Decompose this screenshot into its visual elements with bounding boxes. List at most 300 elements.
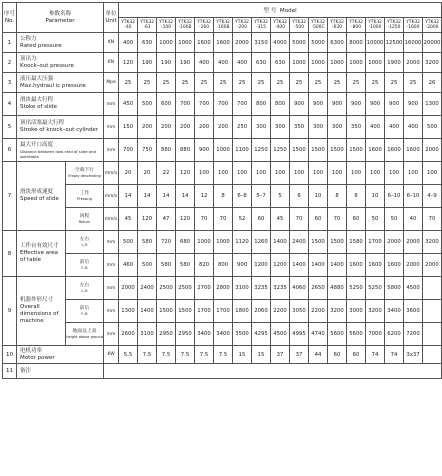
table-row — [3, 139, 442, 162]
model-column-header — [157, 18, 176, 33]
value-cell: 100 — [195, 162, 214, 185]
value-cell: 400 — [385, 116, 404, 139]
value-cell: 900 — [195, 139, 214, 162]
value-cell: 60 — [309, 208, 328, 231]
table-row — [3, 323, 442, 346]
model-series: YTK32 — [406, 19, 420, 25]
value-cell: 460 — [119, 254, 138, 277]
value-cell: 4500 — [404, 277, 423, 300]
value-cell: 630 — [252, 53, 271, 73]
table-row — [3, 93, 442, 116]
value-cell: 1300 — [119, 300, 138, 323]
parameter-name — [17, 231, 66, 277]
sub-parameter-en: L–R — [81, 242, 88, 247]
value-cell: 7200 — [404, 323, 423, 346]
value-cell: 3200 — [423, 231, 442, 254]
value-cell: 400 — [366, 116, 385, 139]
sub-parameter — [66, 300, 104, 323]
value-cell: 190 — [176, 53, 195, 73]
value-cell: 1600 — [385, 254, 404, 277]
value-cell: 900 — [309, 93, 328, 116]
value-cell: 3x37 — [404, 346, 423, 364]
unit-cell: KW — [104, 346, 119, 364]
value-cell: 10 — [309, 185, 328, 208]
value-cell: 100 — [309, 162, 328, 185]
parameter-name-en: Rated pressure — [20, 42, 62, 49]
value-cell: 1580 — [347, 231, 366, 254]
model-series: YTK32 — [425, 19, 439, 25]
value-cell: 1000 — [366, 53, 385, 73]
unit-cell: mm/s — [104, 185, 119, 208]
value-cell: 2000 — [404, 231, 423, 254]
value-cell: 70 — [328, 208, 347, 231]
value-cell: 630 — [138, 33, 157, 53]
value-cell: 25 — [347, 73, 366, 93]
value-cell: 1600 — [347, 254, 366, 277]
value-cell: 700 — [176, 93, 195, 116]
value-cell: 25 — [233, 73, 252, 93]
unit-cell: mm/s — [104, 162, 119, 185]
model-series: YTK32 — [140, 19, 154, 25]
value-cell: 20 — [138, 162, 157, 185]
value-cell: 1500 — [157, 300, 176, 323]
sub-parameter — [66, 254, 104, 277]
value-cell: 52 — [233, 208, 252, 231]
value-cell: 12 — [195, 185, 214, 208]
value-cell: 45 — [271, 208, 290, 231]
value-cell: 900 — [290, 93, 309, 116]
value-cell: 8 — [347, 185, 366, 208]
parameter-name-zh: 最大开口高度 — [20, 141, 54, 148]
value-cell: 25 — [157, 73, 176, 93]
value-cell: 1300 — [423, 93, 442, 116]
value-cell: 10 — [366, 185, 385, 208]
value-cell: 2000 — [404, 254, 423, 277]
value-cell: 25 — [138, 73, 157, 93]
value-cell: 350 — [347, 116, 366, 139]
value-cell: 1500 — [347, 139, 366, 162]
row-number: 6 — [3, 139, 17, 162]
model-series: YTK32 — [178, 19, 192, 25]
value-cell: 880 — [157, 139, 176, 162]
remarks-label: 备注 — [17, 364, 104, 379]
parameter-name-en: Stroke of knock–out cylinder — [20, 127, 99, 133]
value-cell: 1260 — [252, 231, 271, 254]
sub-parameter-en: L–R — [81, 288, 88, 293]
table-row — [3, 346, 442, 364]
value-cell: 580 — [176, 254, 195, 277]
value-cell — [423, 300, 442, 323]
value-cell: 26 — [423, 73, 442, 93]
value-cell: 120 — [119, 53, 138, 73]
value-cell: 1400 — [290, 254, 309, 277]
value-cell: 1500 — [309, 139, 328, 162]
sub-parameter-en: F–B — [81, 265, 88, 270]
sub-parameter-zh: 地面以上高 — [72, 329, 97, 335]
value-cell: 880 — [176, 139, 195, 162]
value-cell: 900 — [385, 93, 404, 116]
value-cell: 700 — [119, 139, 138, 162]
value-cell — [423, 323, 442, 346]
parameter-name — [17, 53, 104, 73]
model-column-header — [252, 18, 271, 33]
parameter-name — [17, 116, 104, 139]
remarks-content — [104, 364, 442, 379]
model-suffix: -1250 — [387, 25, 401, 30]
model-series: YTK32 — [330, 19, 344, 25]
row-number: 2 — [3, 53, 17, 73]
value-cell: 1100 — [233, 139, 252, 162]
value-cell: 5000 — [290, 33, 309, 53]
value-cell: 1700 — [366, 231, 385, 254]
value-cell: 1700 — [214, 300, 233, 323]
value-cell: 25 — [195, 73, 214, 93]
model-series: YTK32 — [311, 19, 325, 25]
value-cell: 5600 — [347, 323, 366, 346]
value-cell: 3500 — [233, 323, 252, 346]
value-cell: 7.5 — [157, 346, 176, 364]
value-cell: 5000 — [309, 33, 328, 53]
value-cell: 2500 — [157, 277, 176, 300]
value-cell: 1200 — [252, 254, 271, 277]
unit-cell: KN — [104, 53, 119, 73]
sub-parameter — [66, 185, 104, 208]
model-column-header — [385, 18, 404, 33]
value-cell: 2200 — [309, 300, 328, 323]
value-cell: 700 — [195, 93, 214, 116]
row-number: 9 — [3, 277, 17, 346]
model-suffix: -500C — [311, 25, 325, 30]
sub-parameter-zh: 工作 — [79, 191, 90, 197]
sub-parameter — [66, 208, 104, 231]
value-cell: 40 — [404, 208, 423, 231]
value-cell: 45 — [119, 208, 138, 231]
value-cell: 1000 — [214, 139, 233, 162]
value-cell: 3600 — [404, 300, 423, 323]
value-cell: 300 — [271, 116, 290, 139]
value-cell: 3235 — [271, 277, 290, 300]
row-number: 1 — [3, 33, 17, 53]
model-column-header — [423, 18, 442, 33]
row-number: 5 — [3, 116, 17, 139]
value-cell: 1000 — [347, 53, 366, 73]
value-cell: 680 — [176, 231, 195, 254]
table-row — [3, 300, 442, 323]
value-cell: 25 — [404, 73, 423, 93]
value-cell: 1500 — [328, 231, 347, 254]
value-cell: 6–10 — [404, 185, 423, 208]
header-unit-zh: 单位 — [105, 10, 117, 17]
value-cell: 200 — [138, 116, 157, 139]
header-parameter — [17, 3, 104, 33]
header-param-zh: 参数名称 — [48, 10, 72, 17]
sub-parameter-zh: 左右 — [79, 237, 90, 243]
sub-parameter — [66, 231, 104, 254]
model-series: YTK32 — [216, 19, 230, 25]
model-suffix: -200 — [237, 25, 247, 30]
value-cell: 1400 — [138, 300, 157, 323]
value-cell: 47 — [157, 208, 176, 231]
value-cell: 7.5 — [214, 346, 233, 364]
value-cell: 580 — [157, 254, 176, 277]
unit-cell: mm — [104, 254, 119, 277]
value-cell: 25 — [271, 73, 290, 93]
model-suffix: -100B — [178, 25, 192, 30]
value-cell: 20000 — [423, 33, 442, 53]
value-cell: 60 — [347, 346, 366, 364]
value-cell: 2600 — [119, 323, 138, 346]
value-cell: 70 — [290, 208, 309, 231]
unit-cell: mm — [104, 300, 119, 323]
model-suffix: -160 — [199, 25, 209, 30]
value-cell: 3400 — [385, 300, 404, 323]
value-cell: 4880 — [328, 277, 347, 300]
model-series: YTK32 — [121, 19, 135, 25]
value-cell: 5250 — [347, 277, 366, 300]
unit-cell: mm/s — [104, 208, 119, 231]
parameter-name-zh: 顶出力 — [20, 55, 37, 62]
value-cell: 2060 — [252, 300, 271, 323]
value-cell: 15 — [233, 346, 252, 364]
model-series: YTK32 — [292, 19, 306, 25]
value-cell: 4995 — [290, 323, 309, 346]
value-cell: 5.5 — [119, 346, 138, 364]
value-cell: 800 — [252, 93, 271, 116]
value-cell: 70 — [214, 208, 233, 231]
value-cell: 12500 — [385, 33, 404, 53]
model-column-header — [309, 18, 328, 33]
value-cell: 6300 — [328, 33, 347, 53]
model-suffix: -160B — [216, 25, 230, 30]
value-cell: 3000 — [347, 300, 366, 323]
parameter-name — [17, 277, 66, 346]
sub-parameter-en: Return — [78, 219, 91, 224]
model-column-header — [290, 18, 309, 33]
model-suffix: -100 — [161, 25, 171, 30]
model-series: YTK32 — [368, 19, 382, 25]
value-cell: 120 — [176, 162, 195, 185]
model-series: YTK32 — [235, 19, 249, 25]
value-cell: 25 — [290, 73, 309, 93]
value-cell: 1700 — [195, 300, 214, 323]
value-cell: 900 — [328, 93, 347, 116]
value-cell: 100 — [404, 162, 423, 185]
value-cell: 6–10 — [385, 185, 404, 208]
value-cell: 1600 — [385, 139, 404, 162]
value-cell: 6200 — [385, 323, 404, 346]
sub-parameter-en: F–B — [81, 311, 88, 316]
value-cell: 25 — [252, 73, 271, 93]
value-cell: 44 — [309, 346, 328, 364]
model-suffix: -500 — [294, 25, 304, 30]
value-cell: 300 — [309, 116, 328, 139]
value-cell: 8000 — [347, 33, 366, 53]
value-cell: 1500 — [176, 300, 195, 323]
value-cell: 1600 — [366, 139, 385, 162]
header-unit — [104, 3, 119, 33]
parameter-name — [17, 73, 104, 93]
value-cell: 60 — [328, 346, 347, 364]
parameter-name — [17, 93, 104, 116]
parameter-name — [17, 33, 104, 53]
value-cell: 3100 — [233, 277, 252, 300]
parameter-name-en: Max.hydraul ic pressure — [20, 82, 86, 89]
value-cell — [423, 346, 442, 364]
table-row — [3, 53, 442, 73]
value-cell: 14 — [157, 185, 176, 208]
unit-cell: mm — [104, 93, 119, 116]
value-cell: 2000 — [404, 53, 423, 73]
parameter-name — [17, 162, 66, 231]
value-cell: 22 — [157, 162, 176, 185]
parameter-name-zh: 机器外形尺寸 — [20, 297, 54, 303]
value-cell: 800 — [214, 254, 233, 277]
model-series: YTK32 — [349, 19, 363, 25]
value-cell: 1200 — [271, 254, 290, 277]
value-cell: 1600 — [404, 139, 423, 162]
value-cell: 4060 — [290, 277, 309, 300]
value-cell: 120 — [138, 208, 157, 231]
row-number: 3 — [3, 73, 17, 93]
value-cell: 800 — [271, 93, 290, 116]
parameter-name-zh: 公称力 — [20, 35, 37, 42]
model-suffix: -315 — [256, 25, 266, 30]
value-cell: 5250 — [366, 277, 385, 300]
value-cell: 400 — [214, 53, 233, 73]
parameter-name — [17, 139, 104, 162]
value-cell: 25 — [119, 73, 138, 93]
value-cell: 70 — [423, 208, 442, 231]
value-cell: 3200 — [328, 300, 347, 323]
model-column-header — [119, 18, 138, 33]
value-cell: 2400 — [290, 231, 309, 254]
sub-parameter — [66, 162, 104, 185]
model-suffix: -800 — [351, 25, 361, 30]
table-row — [3, 277, 442, 300]
unit-cell: KN — [104, 33, 119, 53]
model-suffix: -630 — [332, 25, 342, 30]
value-cell: 5800 — [385, 277, 404, 300]
value-cell: 1000 — [157, 33, 176, 53]
row-number: 11 — [3, 364, 17, 379]
value-cell: 5–7 — [252, 185, 271, 208]
value-cell: 750 — [138, 139, 157, 162]
model-column-header — [214, 18, 233, 33]
table-row — [3, 73, 442, 93]
value-cell: 4295 — [252, 323, 271, 346]
value-cell: 1250 — [271, 139, 290, 162]
value-cell: 37 — [290, 346, 309, 364]
model-suffix: -63 — [143, 25, 151, 30]
value-cell: 25 — [385, 73, 404, 93]
unit-cell: mm — [104, 231, 119, 254]
model-column-header — [328, 18, 347, 33]
value-cell: 3100 — [138, 323, 157, 346]
parameter-name-en: Stoke of slide — [20, 104, 57, 110]
value-cell: 200 — [176, 116, 195, 139]
sub-parameter — [66, 323, 104, 346]
value-cell: 2800 — [214, 277, 233, 300]
value-cell: 1600 — [366, 254, 385, 277]
value-cell: 1120 — [233, 231, 252, 254]
value-cell: 600 — [157, 93, 176, 116]
parameter-name-zh: 滑块最大行程 — [20, 97, 54, 103]
model-series: YTK32 — [197, 19, 211, 25]
value-cell: 900 — [404, 93, 423, 116]
value-cell: 3400 — [214, 323, 233, 346]
value-cell: 70 — [195, 208, 214, 231]
value-cell: 1500 — [309, 231, 328, 254]
value-cell: 5600 — [328, 323, 347, 346]
value-cell: 1000 — [309, 53, 328, 73]
value-cell: 500 — [119, 231, 138, 254]
sub-parameter-zh: 左右 — [79, 283, 90, 289]
parameter-name-en: Distance between dow nfall of slide and worktable — [20, 148, 96, 159]
unit-cell: mm — [104, 139, 119, 162]
model-suffix: -2000 — [425, 25, 439, 30]
value-cell: 900 — [347, 93, 366, 116]
value-cell: 400 — [404, 116, 423, 139]
value-cell: 1400 — [271, 231, 290, 254]
model-column-header — [176, 18, 195, 33]
value-cell: 190 — [138, 53, 157, 73]
value-cell: 25 — [214, 73, 233, 93]
sub-parameter-zh: 前后 — [79, 260, 90, 266]
value-cell: 25 — [328, 73, 347, 93]
parameter-name-zh: 液压最大压强 — [20, 75, 54, 82]
value-cell: 200 — [195, 116, 214, 139]
table-row — [3, 364, 442, 379]
value-cell: 60 — [252, 208, 271, 231]
value-cell: 1900 — [385, 53, 404, 73]
value-cell: 6 — [290, 185, 309, 208]
header-no — [3, 3, 17, 33]
value-cell: 50 — [366, 208, 385, 231]
model-suffix: -40 — [124, 25, 132, 30]
value-cell: 25 — [309, 73, 328, 93]
table-row — [3, 162, 442, 185]
value-cell: 7.5 — [176, 346, 195, 364]
value-cell: 2950 — [157, 323, 176, 346]
value-cell: 1400 — [309, 254, 328, 277]
row-number: 7 — [3, 162, 17, 231]
value-cell: 14 — [176, 185, 195, 208]
value-cell: 900 — [233, 254, 252, 277]
model-column-header — [347, 18, 366, 33]
value-cell: 300 — [328, 116, 347, 139]
table-row — [3, 231, 442, 254]
model-column-header — [195, 18, 214, 33]
value-cell: 100 — [366, 162, 385, 185]
sub-parameter-zh: 回程 — [79, 214, 90, 220]
value-cell: 16000 — [404, 33, 423, 53]
value-cell: 820 — [195, 254, 214, 277]
value-cell: 300 — [252, 116, 271, 139]
value-cell: 4500 — [271, 323, 290, 346]
value-cell: 4–9 — [423, 185, 442, 208]
parameter-name — [17, 346, 104, 364]
value-cell: 580 — [138, 231, 157, 254]
value-cell: 20 — [119, 162, 138, 185]
value-cell: 15 — [252, 346, 271, 364]
value-cell: 2400 — [138, 277, 157, 300]
value-cell: 1000 — [176, 33, 195, 53]
model-column-header — [366, 18, 385, 33]
parameter-name-en: Motor power — [20, 354, 55, 361]
value-cell: 5 — [271, 185, 290, 208]
model-series: YTK32 — [254, 19, 268, 25]
value-cell: 3150 — [252, 33, 271, 53]
